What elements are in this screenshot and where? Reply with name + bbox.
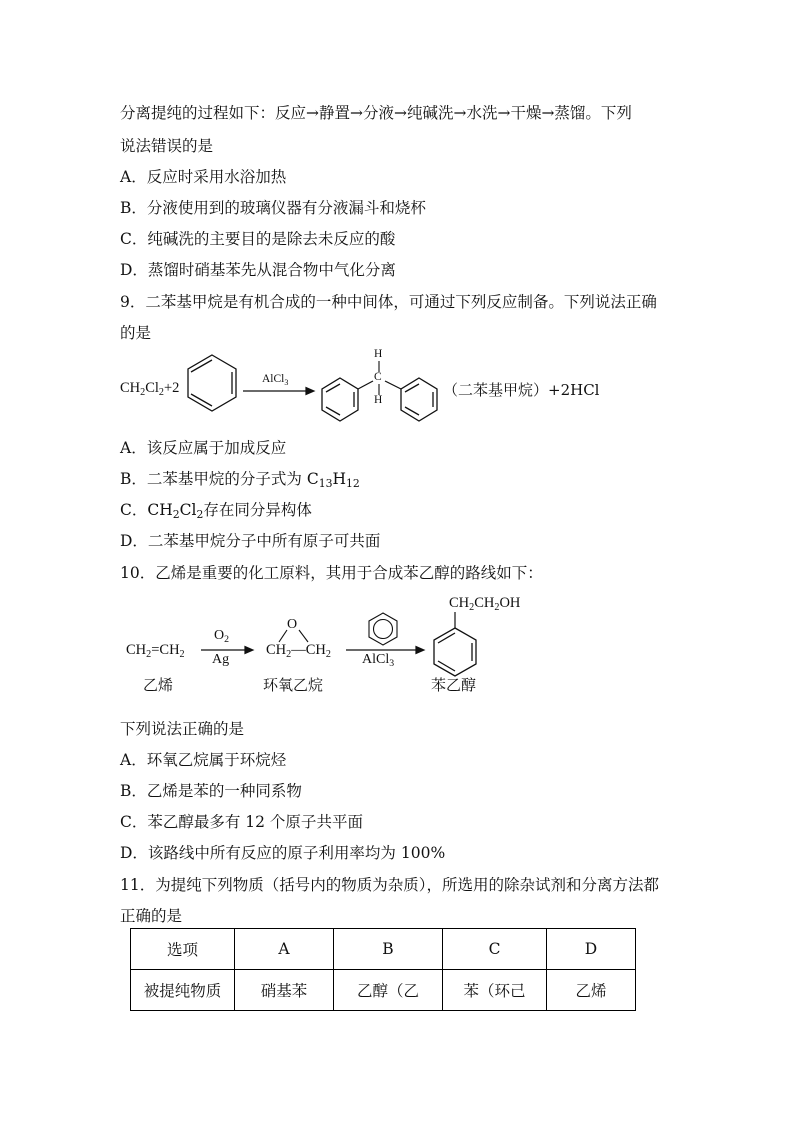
q8-stem-line1: 分离提纯的过程如下：反应→静置→分液→纯碱洗→水洗→干燥→蒸馏。下列 (120, 104, 632, 122)
product-left-phenyl (322, 378, 358, 421)
table-cell: 被提纯物质 (131, 970, 235, 1011)
benzene-reagent-ring (369, 613, 397, 645)
catalyst-alcl3: AlCl$_3$ (262, 373, 289, 387)
q8-option-b: B．分液使用到的玻璃仪器有分液漏斗和烧杯 (120, 199, 426, 217)
table-row (131, 970, 636, 1011)
q8-stem-line2: 说法错误的是 (120, 137, 214, 155)
q8-option-d: D．蒸馏时硝基苯先从混合物中气化分离 (120, 261, 396, 279)
q8-option-c: C．纯碱洗的主要目的是除去未反应的酸 (120, 230, 396, 248)
table-cell: 乙醇（乙 (334, 970, 443, 1011)
catalyst-alcl3-q10: AlCl$_3$ (362, 652, 395, 669)
label-epoxide: 环氧乙烷 (263, 676, 324, 694)
q10-option-b: B．乙烯是苯的一种同系物 (120, 782, 302, 800)
q9-option-b: B．二苯基甲烷的分子式为 $C_{13}H_{12}$ (120, 470, 360, 490)
benzene-reactant-ring (188, 355, 236, 411)
epoxide-oxygen: O (287, 617, 298, 632)
epoxide-bond-right (299, 630, 308, 642)
q9-stem-line1: 9．二苯基甲烷是有机合成的一种中间体，可通过下列反应制备。下列说法正确 (120, 293, 657, 311)
side-chain-formula: $CH_2CH_2OH$ (449, 595, 521, 613)
catalyst-ag: Ag (212, 652, 230, 667)
table-row (131, 929, 636, 970)
q10-option-a: A．环氧乙烷属于环烷烃 (120, 751, 287, 769)
table-cell: 乙烯 (547, 970, 636, 1011)
q11-stem-line2: 正确的是 (120, 907, 183, 925)
reactant-formula: $CH_2Cl_2+2$ (120, 380, 180, 398)
table-header-cell: A (235, 929, 334, 970)
table-cell: 苯（环己 (443, 970, 547, 1011)
table-header-cell: B (334, 929, 443, 970)
q9-option-a: A．该反应属于加成反应 (120, 439, 287, 457)
ethylene-formula: $CH_2=CH_2$ (126, 642, 185, 660)
atom-h-bottom: H (374, 394, 383, 406)
atom-c-center: C (374, 371, 382, 383)
q9-stem-line2: 的是 (120, 324, 152, 342)
table-header-cell: 选项 (131, 929, 235, 970)
epoxide-formula: $CH_2—CH_2$ (266, 642, 331, 660)
q8-option-a: A．反应时采用水浴加热 (120, 168, 287, 186)
product-right-phenyl (401, 378, 437, 421)
table-header-cell: D (547, 929, 636, 970)
q9-option-c: C．$CH_2Cl_2$存在同分异构体 (120, 501, 312, 521)
reagent-o2: $O_2$ (214, 628, 230, 645)
label-product: 苯乙醇 (431, 676, 477, 694)
phenylethanol-ring (434, 628, 476, 676)
q10-option-c: C．苯乙醇最多有 12 个原子共平面 (120, 813, 363, 831)
product-name: （二苯基甲烷）+2HCl (443, 381, 600, 399)
bond-left-c (358, 381, 373, 389)
q10-question: 下列说法正确的是 (120, 720, 245, 738)
q10-option-d: D．该路线中所有反应的原子利用率均为 100% (120, 844, 446, 862)
table-cell: 硝基苯 (235, 970, 334, 1011)
table-header-cell: C (443, 929, 547, 970)
bond-c-right (385, 381, 401, 389)
purification-table (130, 928, 636, 1011)
q9-option-d: D．二苯基甲烷分子中所有原子可共面 (120, 532, 381, 550)
epoxide-bond-left (279, 630, 287, 642)
q11-stem-line1: 11．为提纯下列物质（括号内的物质为杂质），所选用的除杂试剂和分离方法都 (120, 876, 659, 894)
q10-stem: 10．乙烯是重要的化工原料，其用于合成苯乙醇的路线如下： (120, 564, 543, 582)
atom-h-top: H (374, 348, 383, 360)
reaction-arrow-q9 (243, 388, 314, 395)
label-ethylene: 乙烯 (143, 676, 174, 694)
